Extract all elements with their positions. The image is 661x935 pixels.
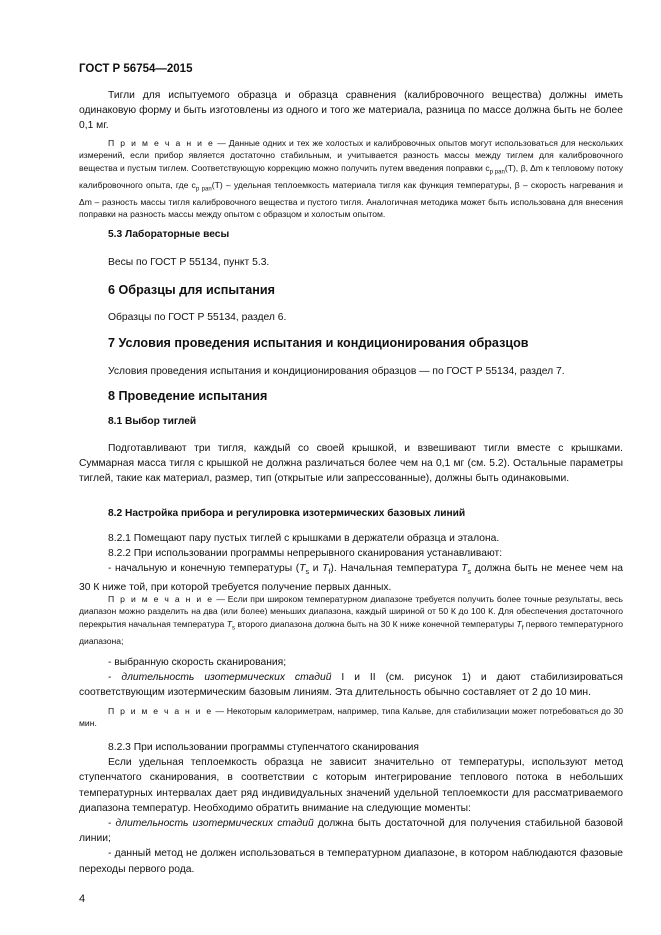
item-8-2-3-title: 8.2.3 При использовании программы ступенчатого сканирования	[108, 742, 419, 753]
item-8-2-2: 8.2.2 При использовании программы непрерывного сканирования устанавливают:	[108, 548, 503, 560]
note-1: П р и м е ч а н и е — Данные одних и тех же холостых и калибровочных опытов могут использоваться для нескольких измерений, если прибор является достаточно стабильным, и учитывается разность массы между тиглем для калибровочного вещества и пустым тиглем. Соответствующую коррекцию можно получить путем введения поправки $c_{p pan}(T)$, β, Δm к тепловому потоку калибровочного опыта, где $c_{p pan}(T)$ – удельная теплоемкость материала тигля как функция температуры, β – скорость нагревания и Δm – разность массы тигля калибровочного вещества и пустого тигля. Аналогичная методика может быть использована для внесения поправки на разность массы между опытом с образцом и холостым опытом.	[79, 138, 624, 220]
section-8-title: 8 Проведение испытания	[108, 389, 268, 403]
section-8-1-title: 8.1 Выбор тиглей	[108, 416, 197, 427]
section-5-3-title: 5.3 Лабораторные весы	[108, 229, 230, 240]
section-7-title: 7 Условия проведения испытания и кондиционирования образцов	[108, 336, 529, 350]
page-number: 4	[79, 893, 86, 905]
section-5-3-text: Весы по ГОСТ Р 55134, пункт 5.3.	[108, 257, 270, 268]
section-7-text: Условия проведения испытания и кондиционирования образцов — по ГОСТ Р 55134, раздел 7.	[108, 366, 565, 377]
dash-isothermal: - длительность изотермических стадий I и II (см. рисунок 1) и дают стабилизироваться соответствующим изотермическим базовым линиям. Эта длительность обычно составляет от 2 до 10 мин.	[79, 672, 624, 699]
dash-scan-rate: - выбранную скорость сканирования;	[108, 657, 287, 668]
section-8-2-body	[79, 531, 623, 595]
crucible-paragraph: Тигли для испытуемого образца и образца сравнения (калибровочного вещества) должны иметь одинаковую форму и быть изготовлены из одного и того же материала, разница по массе должна быть не более 0,1 мг.	[79, 90, 623, 132]
note-label: П р и м е ч а н и е	[108, 138, 215, 148]
dash-list-2	[79, 655, 623, 701]
item-8-2-1: 8.2.1 Помещают пару пустых тиглей с крышками в держатели образца и эталона.	[108, 533, 500, 544]
section-6-text: Образцы по ГОСТ Р 55134, раздел 6.	[108, 312, 287, 323]
note-3: П р и м е ч а н и е — Некоторым калориметрам, например, типа Кальве, для стабилизации может потребоваться до 30 мин.	[79, 706, 623, 729]
item-8-2-3-text: Если удельная теплоемкость образца не зависит значительно от температуры, используют метод ступенчатого сканирования, в соответствии с которым интегрирование теплового потока в небольших температурных интервалах дает ряд индивидуальных значений удельной теплоемкости для рассматриваемого диапазона температур. Необходимо обратить внимание на следующие моменты:	[79, 757, 623, 814]
section-8-1-text: Подготавливают три тигля, каждый со своей крышкой, и взвешивают тигли вместе с крышками. Суммарная масса тигля с крышкой не должна различаться более чем на 0,1 мг (см. 5.2). Остальные параметры тиглей, такие как материал, размер, тип (открытые или запрессованные), должны быть одинаковыми.	[79, 443, 623, 485]
dash-phase-transitions: - данный метод не должен использоваться в температурном диапазоне, в котором наблюдаются фазовые переходы первого рода.	[79, 848, 623, 875]
section-6-title: 6 Образцы для испытания	[108, 283, 276, 297]
dash-stage-duration: - длительность изотермических стадий должна быть достаточной для получения стабильной базовой линии;	[79, 818, 623, 845]
dash-temperatures: - начальную и конечную температуры ($T_s$ и $T_f$). Начальная температура $T_s$ должна быть не менее чем на 30 К ниже той, при которой требуется получение первых данных.	[79, 563, 624, 593]
note-2: П р и м е ч а н и е — Если при широком температурном диапазоне требуется получить более точные результаты, весь диапазон можно разделить на два (или более) меньших диапазона, каждый шириной от 50 К до 100 К. Для обеспечения достаточного перекрытия начальная температура $T_s$ второго диапазона должна быть на 30 К ниже конечной температуры $T_f$ первого температурного диапазона;	[79, 594, 623, 646]
standard-header: ГОСТ Р 56754—2015	[79, 63, 193, 75]
section-8-2-title: 8.2 Настройка прибора и регулировка изотермических базовых линий	[108, 508, 466, 519]
section-8-2-3	[79, 740, 623, 877]
